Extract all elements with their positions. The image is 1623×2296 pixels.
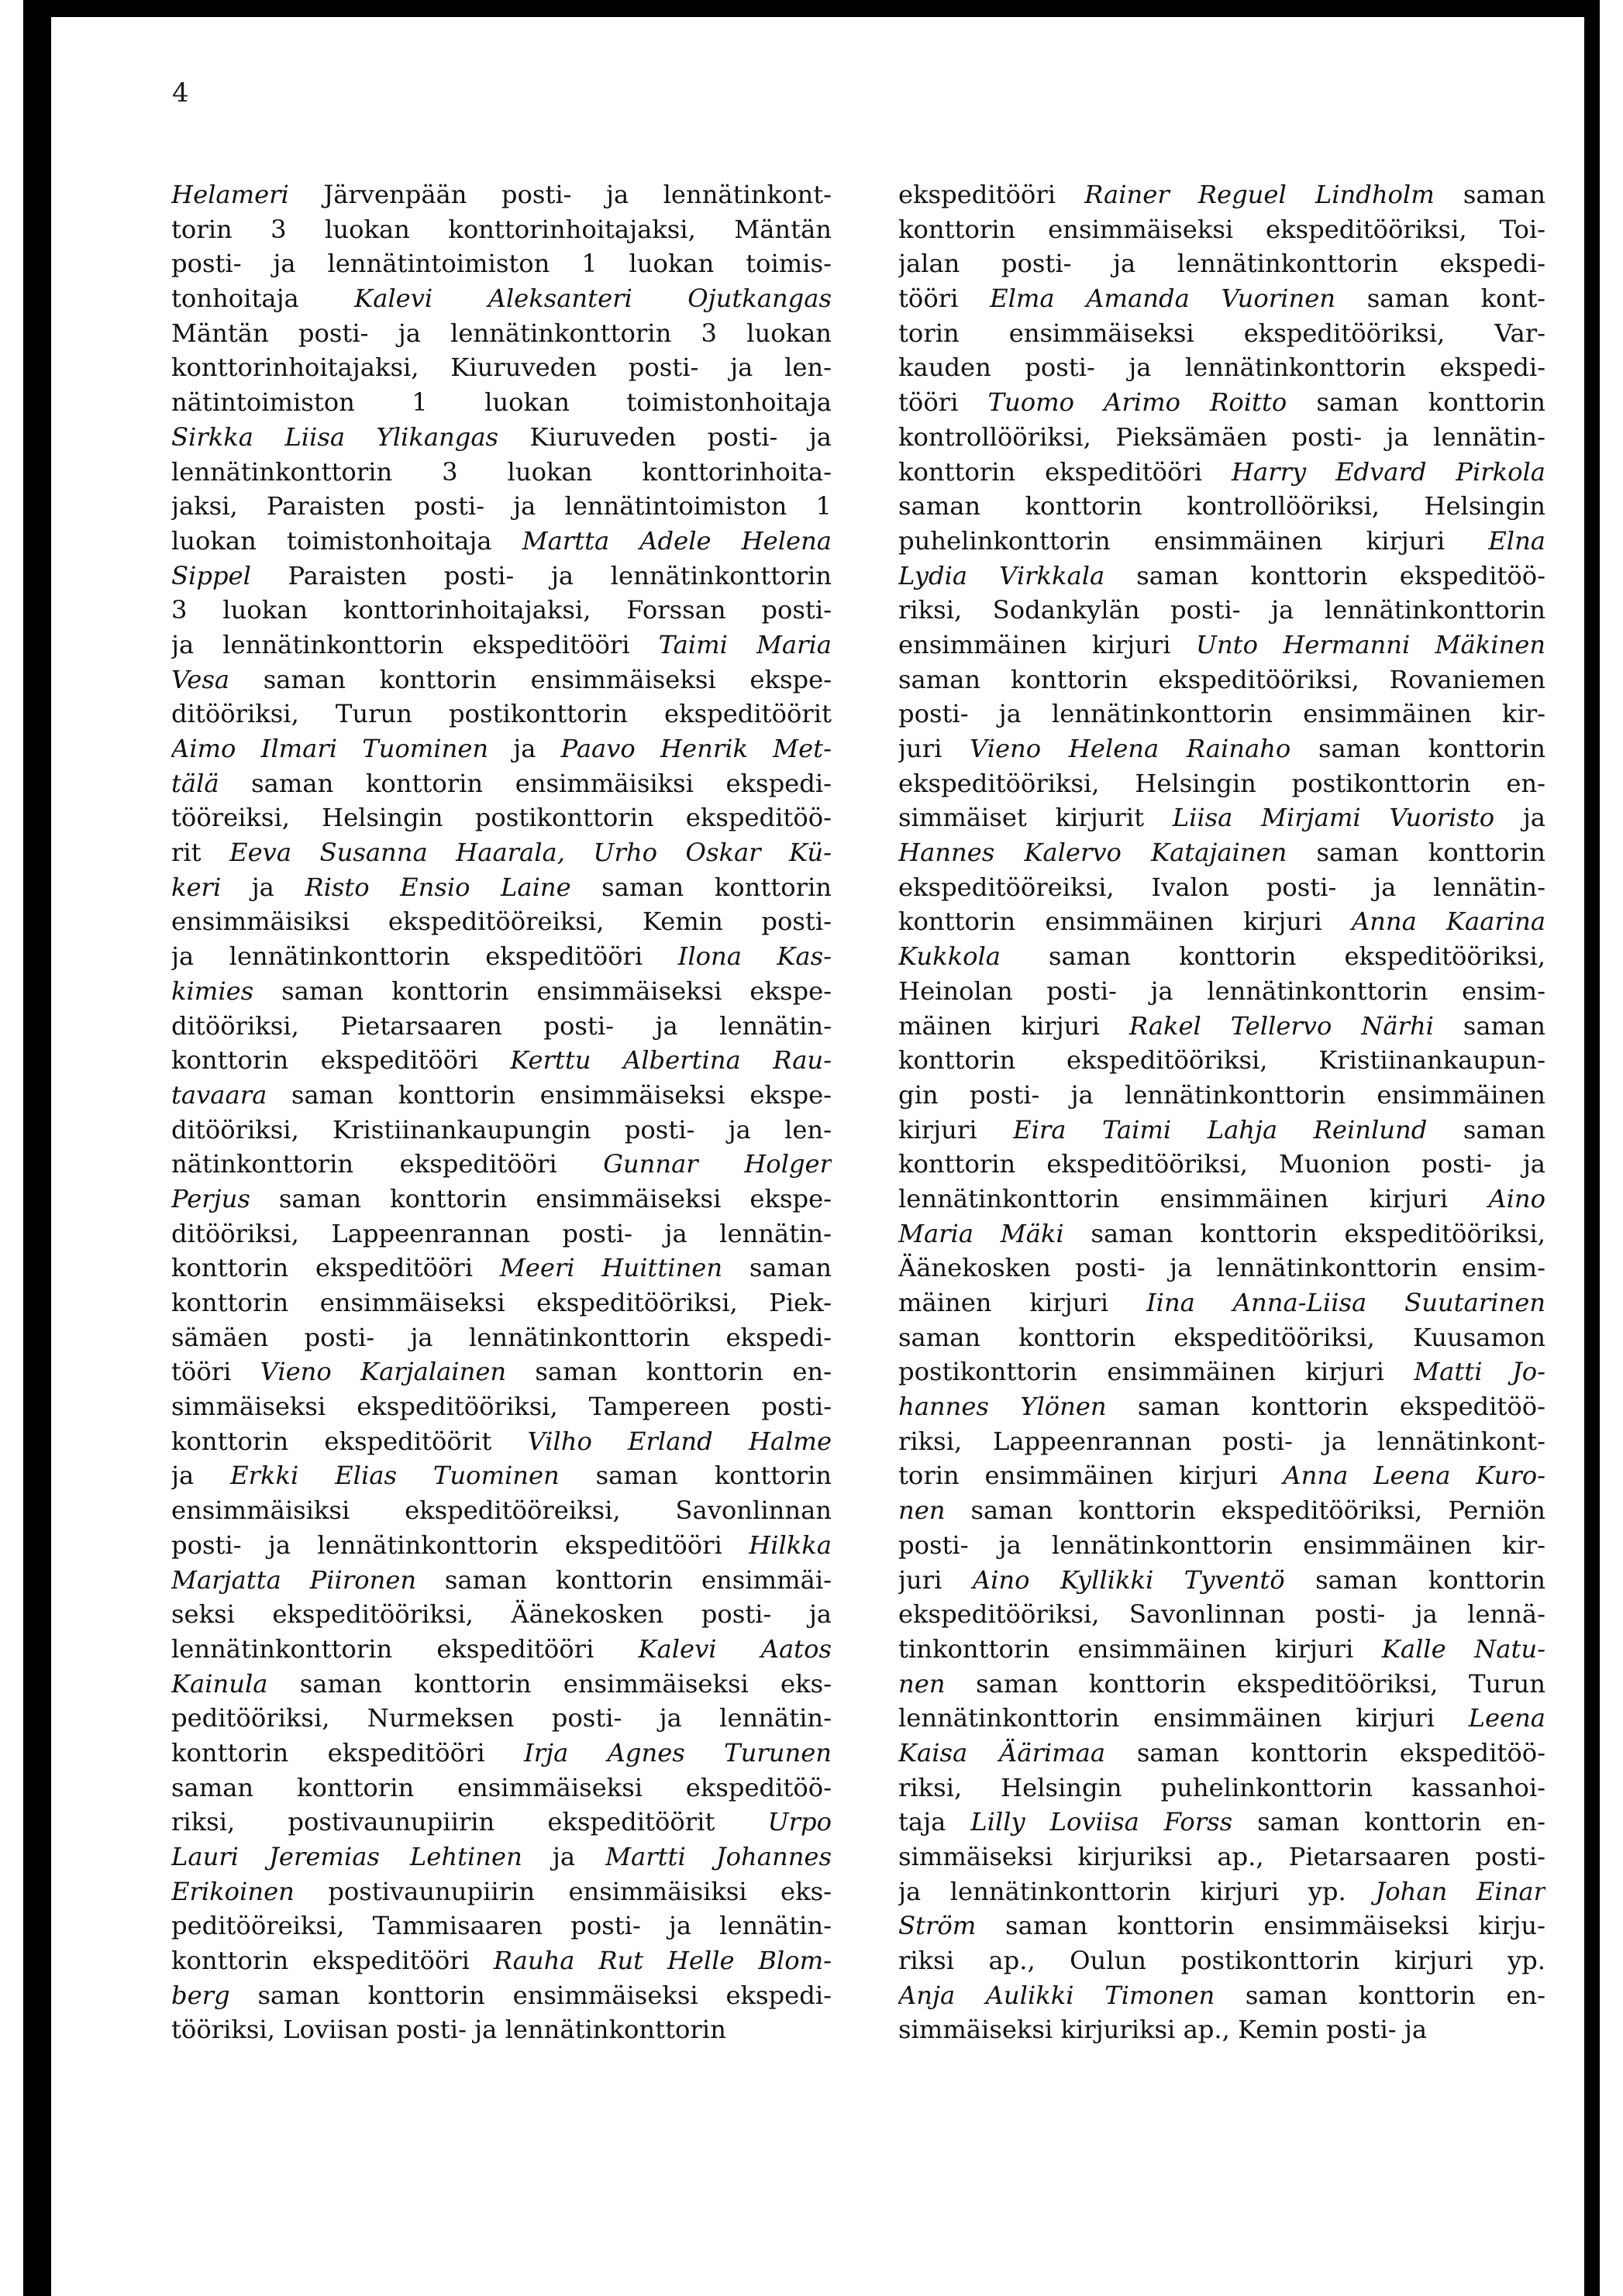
right-text-column (898, 177, 1545, 2047)
text-line: riksi, Helsingin puhelinkonttorin kassanhoi- (898, 1772, 1545, 1802)
text-line: Mäntän posti- ja lennätinkonttorin 3 luokan (171, 318, 832, 348)
text-line: simmäiset kirjurit Liisa Mirjami Vuoristo ja (898, 803, 1545, 833)
text-line: gin posti- ja lennätinkonttorin ensimmäinen (898, 1079, 1545, 1110)
text-line: ekspeditööriksi, Savonlinnan posti- ja lennä- (898, 1599, 1545, 1630)
text-line: torin ensimmäinen kirjuri Anna Leena Kuro- (898, 1461, 1545, 1491)
text-line: hannes Ylönen saman konttorin ekspeditöö- (898, 1392, 1545, 1422)
text-line: nätintoimiston 1 luokan toimistonhoitaja (171, 387, 832, 418)
text-line: Kainula saman konttorin ensimmäiseksi eks- (171, 1668, 832, 1699)
text-line: tinkonttorin ensimmäinen kirjuri Kalle Natu- (898, 1633, 1545, 1664)
left-text-column (171, 177, 832, 2047)
text-line: nen saman konttorin ekspeditööriksi, Turun (898, 1668, 1545, 1699)
text-line: Kaisa Äärimaa saman konttorin ekspeditöö- (898, 1737, 1545, 1768)
text-line: luokan toimistonhoitaja Martta Adele Helena (171, 525, 832, 556)
text-line: lennätinkonttorin ensimmäinen kirjuri Leena (898, 1703, 1545, 1733)
text-line: simmäiseksi kirjuriksi ap., Pietarsaaren posti- (898, 1842, 1545, 1871)
text-line: ja lennätinkonttorin ekspeditööri Ilona Kas- (171, 941, 832, 972)
text-line: peditööriksi, Nurmeksen posti- ja lennätin- (171, 1703, 832, 1733)
text-line: peditööreiksi, Tammisaaren posti- ja lennätin- (171, 1911, 832, 1941)
text-line: Sippel Paraisten posti- ja lennätinkonttorin (171, 560, 832, 590)
text-line: ditööriksi, Turun postikonttorin ekspeditöörit (171, 699, 832, 729)
text-line: ditööriksi, Kristiinankaupungin posti- ja len- (171, 1114, 832, 1145)
text-line: ensimmäinen kirjuri Unto Hermanni Mäkinen (898, 629, 1545, 659)
text-line: ja lennätinkonttorin kirjuri yp. Johan Einar (898, 1876, 1545, 1906)
text-line: tööri Elma Amanda Vuorinen saman kont- (898, 284, 1545, 314)
text-line: Marjatta Piironen saman konttorin ensimmäi- (171, 1565, 832, 1595)
text-line: tööri Vieno Karjalainen saman konttorin en- (171, 1357, 832, 1387)
text-line: torin ensimmäiseksi ekspeditööriksi, Var- (898, 318, 1545, 348)
text-line: 3 luokan konttorinhoitajaksi, Forssan posti- (171, 595, 832, 625)
text-line: lennätinkonttorin ensimmäinen kirjuri Aino (898, 1183, 1545, 1213)
text-line: posti- ja lennätinkonttorin ekspeditööri Hilkka (171, 1530, 832, 1560)
document-page (51, 17, 1584, 2296)
text-line: konttorin ensimmäinen kirjuri Anna Kaarina (898, 907, 1545, 937)
text-line: Aimo Ilmari Tuominen ja Paavo Henrik Met- (171, 734, 832, 763)
text-line: posti- ja lennätinkonttorin ensimmäinen kir- (898, 1530, 1545, 1560)
text-line: konttorin ekspeditööri Irja Agnes Turunen (171, 1737, 832, 1768)
text-line: Maria Mäki saman konttorin ekspeditööriksi, (898, 1218, 1545, 1248)
text-line: mäinen kirjuri Rakel Tellervo Närhi saman (898, 1010, 1545, 1041)
text-line: juri Aino Kyllikki Tyventö saman konttorin (898, 1565, 1545, 1595)
text-line: kimies saman konttorin ensimmäiseksi ekspe- (171, 976, 832, 1006)
text-line: konttorin ekspeditööriksi, Muonion posti- ja (898, 1149, 1545, 1179)
text-line: riksi, postivaunupiirin ekspeditöörit Urpo (171, 1807, 832, 1837)
text-line: riksi, Lappeenrannan posti- ja lennätinkont- (898, 1426, 1545, 1456)
text-line: Lauri Jeremias Lehtinen ja Martti Johannes (171, 1842, 832, 1871)
text-line: posti- ja lennätinkonttorin ensimmäinen kir- (898, 699, 1545, 729)
text-line: ekspeditööriksi, Helsingin postikonttorin en- (898, 768, 1545, 798)
text-line: Heinolan posti- ja lennätinkonttorin ensim- (898, 976, 1545, 1006)
text-line: ensimmäisiksi ekspeditööreiksi, Savonlinnan (171, 1496, 832, 1526)
text-line: rit Eeva Susanna Haarala, Urho Oskar Kü- (171, 838, 832, 868)
text-line: lennätinkonttorin 3 luokan konttorinhoita- (171, 456, 832, 487)
text-line: Erikoinen postivaunupiirin ensimmäisiksi eks- (171, 1876, 832, 1906)
text-line: kontrollööriksi, Pieksämäen posti- ja lennätin- (898, 422, 1545, 452)
text-line: Sirkka Liisa Ylikangas Kiuruveden posti- ja (171, 422, 832, 452)
text-line: Ström saman konttorin ensimmäiseksi kirju- (898, 1911, 1545, 1941)
text-line: riksi, Sodankylän posti- ja lennätinkonttorin (898, 595, 1545, 625)
text-line: konttorin ekspeditöörit Vilho Erland Halme (171, 1426, 832, 1456)
text-line: saman konttorin ensimmäiseksi ekspeditöö- (171, 1772, 832, 1802)
text-line: kirjuri Eira Taimi Lahja Reinlund saman (898, 1114, 1545, 1145)
text-line: konttorinhoitajaksi, Kiuruveden posti- ja len- (171, 353, 832, 383)
text-line: konttorin ekspeditööri Rauha Rut Helle Blom- (171, 1946, 832, 1976)
text-line: saman konttorin ekspeditööriksi, Kuusamon (898, 1322, 1545, 1352)
text-line: tälä saman konttorin ensimmäisiksi ekspedi- (171, 768, 832, 798)
text-line: konttorin ekspeditööriksi, Kristiinankaupun- (898, 1045, 1545, 1076)
text-line: nätinkonttorin ekspeditööri Gunnar Holger (171, 1149, 832, 1179)
text-line: ekspeditööri Rainer Reguel Lindholm saman (898, 180, 1545, 209)
page-number: 4 (172, 77, 189, 108)
text-line: mäinen kirjuri Iina Anna-Liisa Suutarinen (898, 1288, 1545, 1317)
text-line: ja Erkki Elias Tuominen saman konttorin (171, 1461, 832, 1491)
text-line: sämäen posti- ja lennätinkonttorin ekspedi- (171, 1322, 832, 1352)
text-line: ensimmäisiksi ekspeditööreiksi, Kemin posti- (171, 907, 832, 937)
text-line: berg saman konttorin ensimmäiseksi ekspedi- (171, 1980, 832, 2010)
text-line: jaksi, Paraisten posti- ja lennätintoimiston 1 (171, 491, 832, 522)
text-line: kauden posti- ja lennätinkonttorin ekspedi- (898, 353, 1545, 383)
text-line: konttorin ekspeditööri Meeri Huittinen saman (171, 1253, 832, 1283)
text-line: Lydia Virkkala saman konttorin ekspeditöö- (898, 560, 1545, 590)
text-line: riksi ap., Oulun postikonttorin kirjuri yp. (898, 1946, 1545, 1976)
text-line: torin 3 luokan konttorinhoitajaksi, Mäntän (171, 214, 832, 244)
text-line: konttorin ensimmäiseksi ekspeditööriksi, Piek- (171, 1288, 832, 1317)
text-line: Kukkola saman konttorin ekspeditööriksi, (898, 941, 1545, 972)
text-line: konttorin ekspeditööri Harry Edvard Pirkola (898, 456, 1545, 487)
text-line: nen saman konttorin ekspeditööriksi, Perniön (898, 1496, 1545, 1526)
text-line: taja Lilly Loviisa Forss saman konttorin en- (898, 1807, 1545, 1837)
text-line: simmäiseksi ekspeditööriksi, Tampereen posti- (171, 1392, 832, 1422)
right-white-strip (1600, 0, 1623, 2296)
text-line: saman konttorin ekspeditööriksi, Rovaniemen (898, 664, 1545, 694)
text-line: konttorin ensimmäiseksi ekspeditööriksi, Toi- (898, 214, 1545, 244)
text-line: Äänekosken posti- ja lennätinkonttorin ensim- (898, 1253, 1545, 1283)
text-line: tööreiksi, Helsingin postikonttorin ekspeditöö- (171, 803, 832, 833)
text-line: ditööriksi, Lappeenrannan posti- ja lennätin- (171, 1218, 832, 1248)
text-line: juri Vieno Helena Rainaho saman konttorin (898, 734, 1545, 763)
text-line: jalan posti- ja lennätinkonttorin ekspedi- (898, 249, 1545, 279)
text-line: keri ja Risto Ensio Laine saman konttorin (171, 872, 832, 902)
left-white-strip (0, 0, 23, 2296)
text-line: Helameri Järvenpään posti- ja lennätinkont- (171, 180, 832, 209)
text-line: ditööriksi, Pietarsaaren posti- ja lennätin- (171, 1010, 832, 1041)
text-line: ja lennätinkonttorin ekspeditööri Taimi Maria (171, 629, 832, 659)
text-line: saman konttorin kontrollööriksi, Helsingin (898, 491, 1545, 522)
text-line: Vesa saman konttorin ensimmäiseksi ekspe- (171, 664, 832, 694)
text-line: Hannes Kalervo Katajainen saman konttorin (898, 838, 1545, 868)
text-line: tavaara saman konttorin ensimmäiseksi ekspe- (171, 1079, 832, 1110)
text-line: seksi ekspeditööriksi, Äänekosken posti- ja (171, 1599, 832, 1630)
text-line: simmäiseksi kirjuriksi ap., Kemin posti- ja (898, 2015, 1428, 2045)
text-line: tööriksi, Loviisan posti- ja lennätinkonttorin (171, 2015, 726, 2045)
text-line: lennätinkonttorin ekspeditööri Kalevi Aatos (171, 1633, 832, 1664)
text-line: tööri Tuomo Arimo Roitto saman konttorin (898, 387, 1545, 418)
text-line: ekspeditööreiksi, Ivalon posti- ja lennätin- (898, 872, 1545, 902)
text-line: puhelinkonttorin ensimmäinen kirjuri Elna (898, 525, 1545, 556)
text-line: Perjus saman konttorin ensimmäiseksi ekspe- (171, 1183, 832, 1213)
text-line: postikonttorin ensimmäinen kirjuri Matti Jo- (898, 1357, 1545, 1387)
text-line: konttorin ekspeditööri Kerttu Albertina Rau- (171, 1045, 832, 1076)
text-line: posti- ja lennätintoimiston 1 luokan toimis- (171, 249, 832, 279)
text-line: Anja Aulikki Timonen saman konttorin en- (898, 1980, 1545, 2010)
text-line: tonhoitaja Kalevi Aleksanteri Ojutkangas (171, 284, 832, 314)
